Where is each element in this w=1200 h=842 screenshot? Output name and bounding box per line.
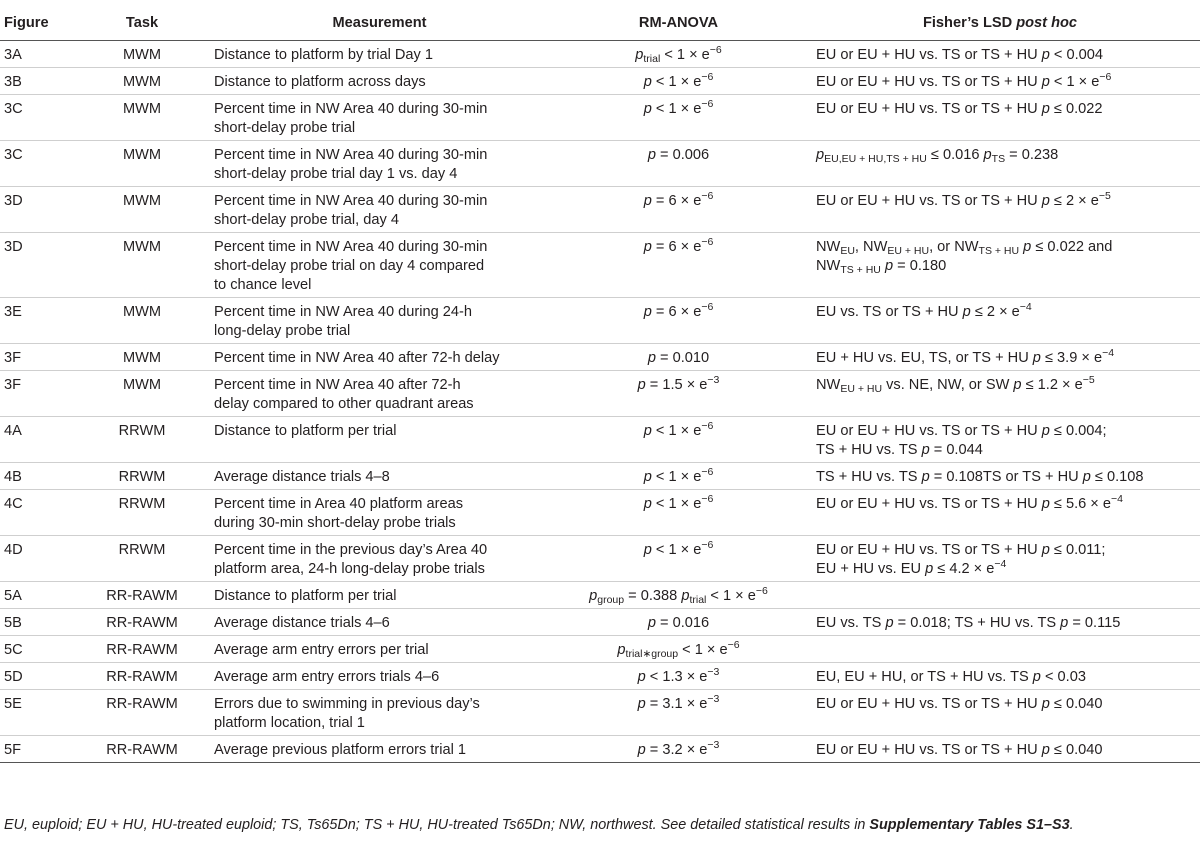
cell-measurement: Percent time in the previous day’s Area 40 platform area, 24-h long-delay probe trials	[214, 542, 488, 577]
table-row	[0, 187, 1200, 233]
cell-figure: 5C	[4, 642, 23, 658]
cell-lsd	[800, 636, 1200, 663]
cell-figure: 3A	[4, 47, 22, 63]
cell-task: RR-RAWM	[106, 615, 178, 631]
cell-measurement: Average distance trials 4–6	[214, 615, 390, 631]
cell-measurement: Percent time in NW Area 40 after 72-h delay compared to other quadrant areas	[214, 377, 474, 412]
cell-lsd: EU, EU + HU, or TS + HU vs. TS p < 0.03	[816, 669, 1086, 685]
cell-lsd: EU or EU + HU vs. TS or TS + HU $p \le 5.6 \times e^{-4}$	[816, 493, 1123, 512]
cell-anova: $p = 6 \times e^{-6}$	[643, 301, 714, 320]
header-measurement: Measurement	[332, 15, 427, 31]
cell-measurement: Percent time in NW Area 40 during 30-min short-delay probe trial	[214, 101, 488, 136]
table-row	[0, 68, 1200, 95]
table-row	[0, 536, 1200, 582]
footnote-text: EU, euploid; EU + HU, HU-treated euploid; TS, Ts65Dn; TS + HU, HU-treated Ts65Dn; NW, northwest. See detailed statistical results in	[4, 817, 870, 833]
cell-measurement: Distance to platform across days	[214, 74, 426, 90]
cell-task: RR-RAWM	[106, 742, 178, 758]
cell-anova: $p = 1.5 \times e^{-3}$	[637, 374, 720, 393]
cell-figure: 3D	[4, 239, 23, 255]
cell-measurement: Distance to platform by trial Day 1	[214, 47, 433, 63]
cell-lsd: EU or EU + HU vs. TS or TS + HU p < 0.004	[816, 47, 1103, 63]
cell-anova: $p = 3.2 \times e^{-3}$	[637, 739, 720, 758]
cell-task: MWM	[122, 101, 162, 117]
cell-measurement: Errors due to swimming in previous day’s platform location, trial 1	[214, 696, 480, 731]
cell-measurement: Percent time in NW Area 40 during 30-min short-delay probe trial, day 4	[214, 193, 488, 228]
table-row	[0, 233, 1200, 298]
cell-lsd: EU vs. TS or TS + HU $p \le 2 \times e^{-4}$	[816, 301, 1032, 320]
header-row	[0, 5, 1200, 41]
cell-figure: 5F	[4, 742, 22, 758]
cell-measurement: Average arm entry errors per trial	[214, 642, 429, 658]
cell-task: RR-RAWM	[106, 588, 178, 604]
table-row	[0, 417, 1200, 463]
header-lsd: Fisher’s LSD post hoc	[922, 15, 1078, 31]
cell-measurement: Distance to platform per trial	[214, 423, 397, 439]
cell-task: RRWM	[118, 423, 166, 439]
cell-anova: $p_{trial} < 1 \times e^{-6}$	[635, 44, 722, 65]
cell-anova: $p < 1 \times e^{-6}$	[643, 71, 714, 90]
cell-lsd: $p_{EU,EU + HU,TS + HU} \le 0.016$ $p_{TS} = 0.238$	[816, 147, 1059, 165]
cell-figure: 3D	[4, 193, 23, 209]
table-row	[0, 736, 1200, 763]
table-row	[0, 463, 1200, 490]
cell-figure: 4A	[4, 423, 22, 439]
stats-table	[0, 5, 1200, 763]
cell-lsd	[800, 582, 1200, 609]
cell-task: MWM	[122, 147, 162, 163]
cell-anova: p = 0.010	[647, 350, 710, 366]
cell-task: RRWM	[118, 469, 166, 485]
cell-lsd: EU or EU + HU vs. TS or TS + HU p ≤ 0.011; EU + HU vs. EU $p \le 4.2 \times e^{-4}$	[816, 542, 1106, 577]
cell-anova: p = 0.016	[647, 615, 710, 631]
cell-task: MWM	[122, 74, 162, 90]
table-row	[0, 141, 1200, 187]
cell-anova: $p_{group} = 0.388$ $p_{trial} < 1 \times e^{-6}$	[589, 585, 768, 606]
cell-anova: $p < 1 \times e^{-6}$	[643, 420, 714, 439]
table-row	[0, 609, 1200, 636]
table-footnote: EU, euploid; EU + HU, HU-treated euploid; TS, Ts65Dn; TS + HU, HU-treated Ts65Dn; NW, northwest. See detailed statistical results in Supplementary Tables S1–S3.	[4, 817, 1074, 833]
table-row	[0, 371, 1200, 417]
cell-measurement: Percent time in NW Area 40 during 30-min short-delay probe trial on day 4 compared to chance level	[214, 239, 488, 293]
table-row	[0, 582, 1200, 609]
table-row	[0, 298, 1200, 344]
cell-figure: 3B	[4, 74, 22, 90]
cell-task: RR-RAWM	[106, 642, 178, 658]
cell-task: RR-RAWM	[106, 696, 178, 712]
cell-lsd: TS + HU vs. TS p = 0.108TS or TS + HU p ≤ 0.108	[816, 469, 1144, 485]
cell-lsd: EU vs. TS p = 0.018; TS + HU vs. TS p = 0.115	[816, 615, 1121, 631]
table-row	[0, 490, 1200, 536]
table-row	[0, 690, 1200, 736]
cell-anova: $p < 1 \times e^{-6}$	[643, 466, 714, 485]
cell-anova: $p = 6 \times e^{-6}$	[643, 236, 714, 255]
cell-measurement: Percent time in NW Area 40 during 30-min short-delay probe trial day 1 vs. day 4	[214, 147, 488, 182]
cell-figure: 4C	[4, 496, 23, 512]
cell-figure: 4D	[4, 542, 23, 558]
cell-figure: 3F	[4, 377, 22, 393]
cell-measurement: Percent time in Area 40 platform areas during 30-min short-delay probe trials	[214, 496, 464, 531]
cell-measurement: Average arm entry errors trials 4–6	[214, 669, 440, 685]
cell-anova: p = 0.006	[647, 147, 710, 163]
cell-figure: 3C	[4, 101, 23, 117]
cell-anova: $p < 1 \times e^{-6}$	[643, 493, 714, 512]
cell-figure: 5B	[4, 615, 22, 631]
cell-task: MWM	[122, 350, 162, 366]
cell-figure: 5A	[4, 588, 22, 604]
cell-lsd: EU + HU vs. EU, TS, or TS + HU $p \le 3.9 \times e^{-4}$	[816, 347, 1115, 366]
cell-lsd: $NW_{EU + HU}$ vs. NE, NW, or SW $p \le 1.2 \times e^{-5}$	[816, 374, 1095, 395]
cell-anova: $p < 1 \times e^{-6}$	[643, 98, 714, 117]
cell-lsd: $NW_{EU}$, $NW_{EU + HU}$, or $NW_{TS + HU}$ p ≤ 0.022 and $NW_{TS + HU}$ p = 0.180	[816, 239, 1113, 276]
cell-measurement: Average distance trials 4–8	[214, 469, 390, 485]
cell-anova: $p = 3.1 \times e^{-3}$	[637, 693, 720, 712]
cell-task: MWM	[122, 47, 162, 63]
cell-figure: 5D	[4, 669, 23, 685]
cell-task: MWM	[122, 239, 162, 255]
table-row	[0, 41, 1200, 68]
cell-lsd: EU or EU + HU vs. TS or TS + HU p ≤ 0.040	[816, 696, 1103, 712]
header-anova: RM-ANOVA	[638, 15, 719, 31]
cell-measurement: Distance to platform per trial	[214, 588, 397, 604]
cell-task: RRWM	[118, 542, 166, 558]
cell-figure: 5E	[4, 696, 22, 712]
cell-anova: $p < 1 \times e^{-6}$	[643, 539, 714, 558]
cell-anova: $p < 1.3 \times e^{-3}$	[637, 666, 720, 685]
cell-figure: 3F	[4, 350, 22, 366]
table-row	[0, 636, 1200, 663]
cell-task: RRWM	[118, 496, 166, 512]
cell-measurement: Percent time in NW Area 40 during 24-h long-delay probe trial	[214, 304, 472, 339]
cell-lsd: EU or EU + HU vs. TS or TS + HU $p \le 2 \times e^{-5}$	[816, 190, 1111, 209]
cell-lsd: EU or EU + HU vs. TS or TS + HU p ≤ 0.040	[816, 742, 1103, 758]
header-figure: Figure	[4, 15, 49, 31]
cell-task: RR-RAWM	[106, 669, 178, 685]
cell-task: MWM	[122, 377, 162, 393]
cell-lsd: EU or EU + HU vs. TS or TS + HU $p < 1 \times e^{-6}$	[816, 71, 1112, 90]
table-row	[0, 663, 1200, 690]
supplementary-tables-ref: Supplementary Tables S1–S3	[869, 817, 1070, 833]
cell-task: MWM	[122, 193, 162, 209]
cell-lsd: EU or EU + HU vs. TS or TS + HU p ≤ 0.004; TS + HU vs. TS p = 0.044	[816, 423, 1107, 458]
cell-anova: $p = 6 \times e^{-6}$	[643, 190, 714, 209]
table-row	[0, 344, 1200, 371]
cell-figure: 3C	[4, 147, 23, 163]
cell-measurement: Average previous platform errors trial 1	[214, 742, 466, 758]
cell-measurement: Percent time in NW Area 40 after 72-h delay	[214, 350, 500, 366]
cell-lsd: EU or EU + HU vs. TS or TS + HU p ≤ 0.022	[816, 101, 1103, 117]
cell-figure: 3E	[4, 304, 22, 320]
cell-anova: $p_{trial∗group} < 1 \times e^{-6}$	[617, 639, 740, 660]
cell-figure: 4B	[4, 469, 22, 485]
cell-task: MWM	[122, 304, 162, 320]
header-task: Task	[125, 15, 159, 31]
table-row	[0, 95, 1200, 141]
